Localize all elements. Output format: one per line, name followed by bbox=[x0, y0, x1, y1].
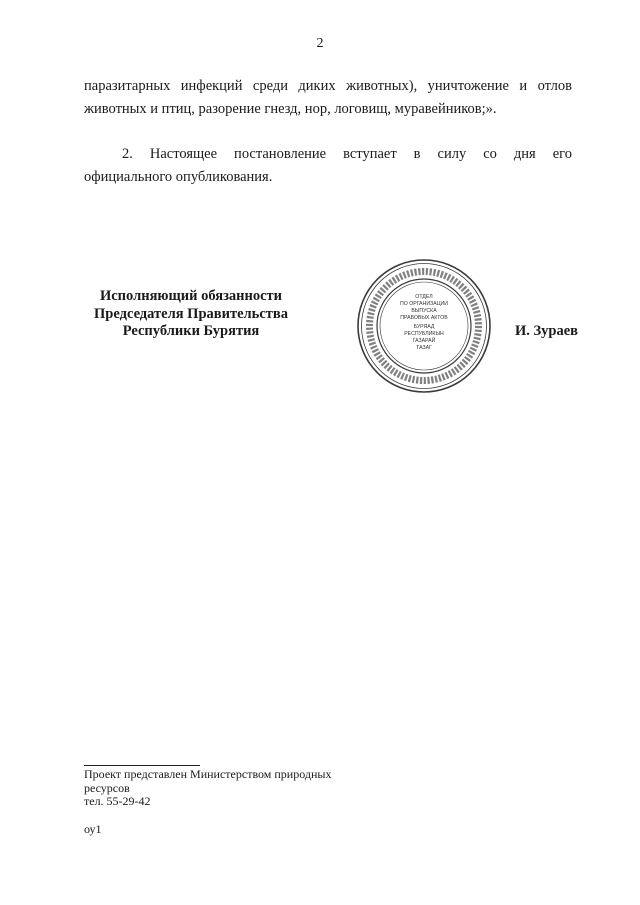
footnote-divider bbox=[84, 765, 200, 766]
signer-title-line: Председателя Правительства bbox=[94, 305, 288, 322]
seal-text: ОТДЕЛ bbox=[415, 294, 433, 300]
signer-title bbox=[80, 288, 302, 341]
document-code: оу1 bbox=[84, 822, 102, 836]
seal-text: БУРЯАД bbox=[413, 324, 435, 330]
paragraph-line: животных и птиц, разорение гнезд, нор, логовищ, муравейников;». bbox=[84, 101, 497, 117]
paragraph-line: 2. Настоящее постановление вступает в силу со дня его bbox=[122, 146, 572, 162]
seal-text: ПО ОРГАНИЗАЦИИ bbox=[400, 301, 448, 307]
seal-text: РЕСПУБЛИКЫН bbox=[404, 331, 444, 337]
paragraph-continuation bbox=[84, 75, 572, 121]
signer-name: И. Зураев bbox=[514, 323, 578, 339]
seal-text: ПРАВОВЫХ АКТОВ bbox=[400, 315, 448, 321]
official-seal-stamp bbox=[356, 258, 492, 394]
seal-text: ТАЗАГ bbox=[416, 345, 432, 351]
footnote-line: Проект представлен Министерством природных bbox=[84, 767, 332, 781]
footnote bbox=[84, 768, 374, 809]
seal-text: ВЫПУСКА bbox=[411, 308, 437, 314]
page-number: 2 bbox=[316, 36, 324, 51]
signer-title-line: Исполняющий обязанности bbox=[99, 288, 283, 304]
signer-title-line: Республики Бурятия bbox=[122, 323, 260, 339]
paragraph-effective-date bbox=[84, 143, 572, 189]
paragraph-line: официального опубликования. bbox=[84, 169, 273, 185]
seal-text: ГАЗАРАЙ bbox=[412, 338, 436, 344]
footnote-line: тел. 55-29-42 bbox=[84, 794, 151, 808]
paragraph-line: паразитарных инфекций среди диких животных), уничтожение и отлов bbox=[84, 78, 572, 94]
footnote-line: ресурсов bbox=[84, 780, 130, 795]
